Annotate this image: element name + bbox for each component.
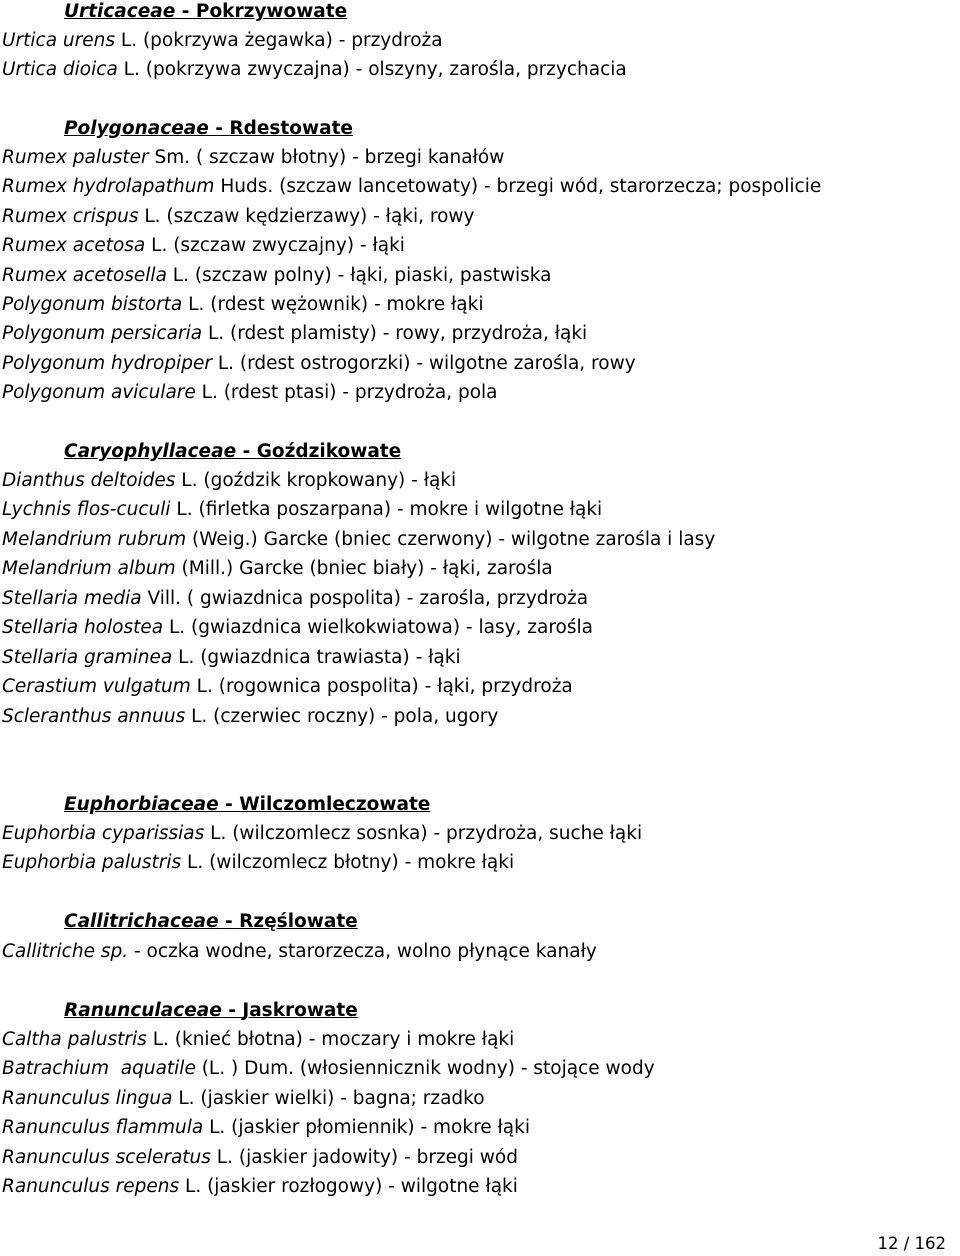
- species-name: Polygonum hydropiper: [2, 353, 212, 374]
- family-separator: -: [175, 1, 196, 22]
- species-entry: [2, 205, 475, 234]
- species-name: Polygonum persicaria: [2, 323, 203, 344]
- species-description: L. (czerwiec roczny) - pola, ugory: [185, 706, 499, 727]
- species-description: L. (jaskier jadowity) - brzegi wód: [210, 1147, 518, 1168]
- family-polish-name: Goździkowate: [256, 441, 402, 462]
- species-entry: [2, 1116, 530, 1145]
- family-separator: -: [221, 1000, 243, 1021]
- species-description: L. (szczaw kędzierzawy) - łąki, rowy: [138, 206, 475, 227]
- species-name: Callitriche sp.: [2, 941, 129, 962]
- family-latin-name: Callitrichaceae: [64, 911, 219, 932]
- species-entry: [2, 646, 461, 675]
- species-entry: [2, 498, 602, 527]
- species-description: L. (jaskier wielki) - bagna; rzadko: [172, 1088, 485, 1109]
- species-entry: [2, 1028, 514, 1057]
- species-entry: [2, 146, 504, 175]
- family-heading-euphorbiaceae: [64, 793, 430, 822]
- species-entry: [2, 234, 405, 263]
- species-description: L. (gwiazdnica trawiasta) - łąki: [172, 647, 461, 668]
- species-description: Huds. (szczaw lancetowaty) - brzegi wód, starorzecza; pospolicie: [214, 176, 822, 197]
- species-name: Cerastium vulgatum: [2, 676, 191, 697]
- species-entry: [2, 1087, 485, 1116]
- species-description: L. (pokrzywa zwyczajna) - olszyny, zarośla, przychacia: [117, 59, 627, 80]
- species-description: L. (rdest ostrogorzki) - wilgotne zarośla, rowy: [211, 353, 636, 374]
- species-entry: [2, 528, 715, 557]
- species-entry: [2, 675, 573, 704]
- species-description: L. (szczaw zwyczajny) - łąki: [145, 235, 405, 256]
- species-name: Rumex hydrolapathum: [2, 176, 215, 197]
- species-entry: [2, 293, 484, 322]
- species-name: Melandrium album: [2, 558, 176, 579]
- species-name: Ranunculus repens: [2, 1176, 180, 1197]
- species-name: Euphorbia palustris: [2, 852, 182, 873]
- species-entry: [2, 851, 514, 880]
- species-entry: [2, 705, 498, 734]
- species-description: L. (rdest plamisty) - rowy, przydroża, łąki: [202, 323, 588, 344]
- species-name: Polygonum aviculare: [2, 382, 196, 403]
- species-name: Dianthus deltoides: [2, 470, 176, 491]
- species-entry: [2, 1146, 518, 1175]
- family-polish-name: Rdestowate: [229, 118, 353, 139]
- species-description: L. (rdest wężownik) - mokre łąki: [182, 294, 484, 315]
- species-entry: [2, 822, 642, 851]
- species-name: Scleranthus annuus: [2, 706, 186, 727]
- species-name: Stellaria graminea: [2, 647, 173, 668]
- species-description: L. (wilczomlecz sosnka) - przydroża, suche łąki: [204, 823, 643, 844]
- family-latin-name: Urticaceae: [64, 1, 176, 22]
- species-description: L. (wilczomlecz błotny) - mokre łąki: [181, 852, 515, 873]
- species-name: Caltha palustris: [2, 1029, 147, 1050]
- family-heading-caryophyllaceae: [64, 440, 401, 469]
- species-description: (L. ) Dum. (włosiennicznik wodny) - stojące wody: [195, 1058, 655, 1079]
- species-description: Vill. ( gwiazdnica pospolita) - zarośla, przydroża: [141, 588, 589, 609]
- species-description: L. (rogownica pospolita) - łąki, przydroża: [190, 676, 573, 697]
- species-description: - oczka wodne, starorzecza, wolno płynące kanały: [128, 941, 597, 962]
- family-latin-name: Polygonaceae: [64, 118, 209, 139]
- family-separator: -: [208, 118, 230, 139]
- species-description: L. (gwiazdnica wielkokwiatowa) - lasy, zarośla: [163, 617, 593, 638]
- species-name: Rumex crispus: [2, 206, 139, 227]
- family-separator: -: [218, 794, 240, 815]
- species-entry: [2, 264, 551, 293]
- species-name: Rumex acetosella: [2, 265, 167, 286]
- species-name: Rumex acetosa: [2, 235, 146, 256]
- species-name: Melandrium rubrum: [2, 529, 187, 550]
- species-name: Batrachium aquatile: [2, 1058, 196, 1079]
- species-name: Ranunculus lingua: [2, 1088, 173, 1109]
- species-entry: [2, 557, 553, 586]
- species-description: L. (jaskier płomiennik) - mokre łąki: [203, 1117, 530, 1138]
- species-name: Ranunculus flammula: [2, 1117, 204, 1138]
- species-description: Sm. ( szczaw błotny) - brzegi kanałów: [148, 147, 505, 168]
- species-name: Stellaria holostea: [2, 617, 164, 638]
- species-name: Urtica dioica: [2, 59, 118, 80]
- family-latin-name: Euphorbiaceae: [64, 794, 219, 815]
- species-description: L. (goździk kropkowany) - łąki: [175, 470, 457, 491]
- species-name: Stellaria media: [2, 588, 142, 609]
- family-latin-name: Caryophyllaceae: [64, 441, 237, 462]
- species-entry: [2, 940, 597, 969]
- species-entry: [2, 1175, 518, 1204]
- species-entry: [2, 616, 593, 645]
- species-description: (Mill.) Garcke (bniec biały) - łąki, zarośla: [175, 558, 553, 579]
- family-heading-callitrichaceae: [64, 910, 358, 939]
- species-entry: [2, 58, 627, 87]
- family-heading-urticaceae: [64, 0, 347, 29]
- family-heading-ranunculaceae: [64, 999, 358, 1028]
- family-polish-name: Jaskrowate: [242, 1000, 358, 1021]
- species-description: L. (jaskier rozłogowy) - wilgotne łąki: [179, 1176, 518, 1197]
- species-entry: [2, 322, 587, 351]
- species-name: Urtica urens: [2, 30, 116, 51]
- family-separator: -: [236, 441, 257, 462]
- species-entry: [2, 29, 443, 58]
- species-description: L. (knieć błotna) - moczary i mokre łąki: [146, 1029, 515, 1050]
- species-entry: [2, 352, 636, 381]
- species-entry: [2, 587, 588, 616]
- family-separator: -: [218, 911, 240, 932]
- page-number: 12 / 162: [877, 1234, 946, 1253]
- family-latin-name: Ranunculaceae: [64, 1000, 222, 1021]
- species-name: Euphorbia cyparissias: [2, 823, 205, 844]
- species-name: Ranunculus sceleratus: [2, 1147, 211, 1168]
- species-entry: [2, 381, 498, 410]
- species-entry: [2, 175, 821, 204]
- species-description: (Weig.) Garcke (bniec czerwony) - wilgotne zarośla i lasy: [186, 529, 716, 550]
- species-name: Lychnis flos-cuculi: [2, 499, 171, 520]
- family-polish-name: Rzęślowate: [239, 911, 358, 932]
- family-polish-name: Wilczomleczowate: [239, 794, 431, 815]
- species-name: Polygonum bistorta: [2, 294, 183, 315]
- species-description: L. (firletka poszarpana) - mokre i wilgotne łąki: [170, 499, 603, 520]
- family-heading-polygonaceae: [64, 117, 353, 146]
- species-description: L. (rdest ptasi) - przydroża, pola: [195, 382, 498, 403]
- species-name: Rumex paluster: [2, 147, 149, 168]
- family-polish-name: Pokrzywowate: [195, 1, 348, 22]
- species-description: L. (pokrzywa żegawka) - przydroża: [115, 30, 443, 51]
- species-entry: [2, 1057, 655, 1086]
- species-entry: [2, 469, 456, 498]
- species-description: L. (szczaw polny) - łąki, piaski, pastwiska: [166, 265, 552, 286]
